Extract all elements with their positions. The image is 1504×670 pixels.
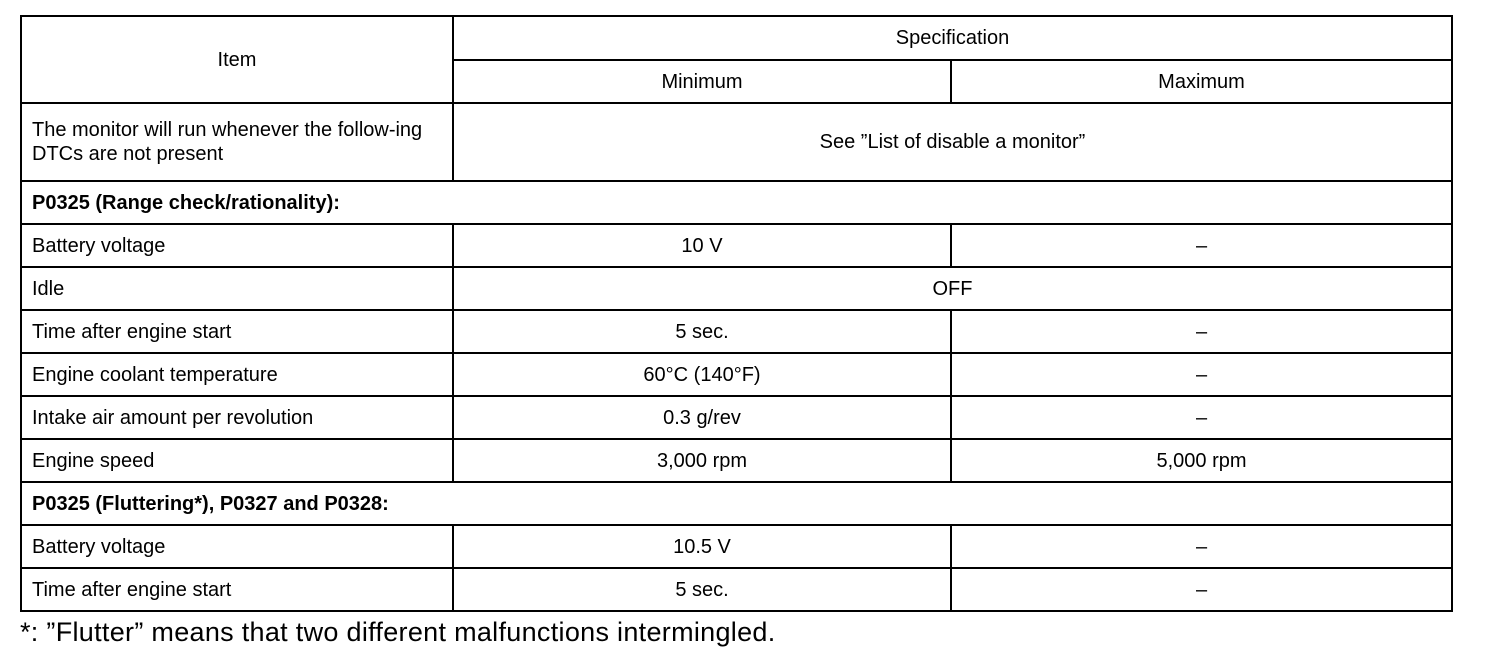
- row-min: 60°C (140°F): [453, 353, 951, 396]
- header-specification: Specification: [453, 16, 1452, 60]
- row-item: Time after engine start: [21, 310, 453, 353]
- row-min: 5 sec.: [453, 568, 951, 611]
- row-span-value: OFF: [453, 267, 1452, 310]
- row-min: 0.3 g/rev: [453, 396, 951, 439]
- row-max: 5,000 rpm: [951, 439, 1452, 482]
- row-item: Engine coolant temperature: [21, 353, 453, 396]
- row-min: 10.5 V: [453, 525, 951, 568]
- row-item: Intake air amount per revolution: [21, 396, 453, 439]
- monitor-value: See ”List of disable a monitor”: [453, 103, 1452, 181]
- row-item: Idle: [21, 267, 453, 310]
- section-header-2: [21, 482, 1452, 525]
- table-row: [21, 267, 1452, 310]
- row-max: –: [951, 353, 1452, 396]
- row-item: Time after engine start: [21, 568, 453, 611]
- section-title-2: P0325 (Fluttering*), P0327 and P0328:: [21, 482, 1452, 525]
- row-min: 5 sec.: [453, 310, 951, 353]
- section-title-1: P0325 (Range check/rationality):: [21, 181, 1452, 224]
- row-max: –: [951, 568, 1452, 611]
- row-max: –: [951, 396, 1452, 439]
- row-item: Engine speed: [21, 439, 453, 482]
- table-row: [21, 353, 1452, 396]
- row-max: –: [951, 224, 1452, 267]
- monitor-row: [21, 103, 1452, 181]
- row-item: Battery voltage: [21, 224, 453, 267]
- header-minimum: Minimum: [453, 60, 951, 103]
- spec-table: [20, 15, 1453, 612]
- row-min: 10 V: [453, 224, 951, 267]
- table-row: [21, 439, 1452, 482]
- row-item: Battery voltage: [21, 525, 453, 568]
- row-max: –: [951, 310, 1452, 353]
- monitor-item: The monitor will run whenever the follow-ing DTCs are not present: [21, 103, 453, 181]
- section-header-1: [21, 181, 1452, 224]
- table-row: [21, 310, 1452, 353]
- table-row: [21, 224, 1452, 267]
- header-maximum: Maximum: [951, 60, 1452, 103]
- table-row: [21, 568, 1452, 611]
- header-row-1: [21, 16, 1452, 60]
- table-row: [21, 396, 1452, 439]
- table-row: [21, 525, 1452, 568]
- header-item: Item: [21, 16, 453, 103]
- footnote: *: ”Flutter” means that two different malfunctions intermingled.: [20, 617, 776, 647]
- row-max: –: [951, 525, 1452, 568]
- row-min: 3,000 rpm: [453, 439, 951, 482]
